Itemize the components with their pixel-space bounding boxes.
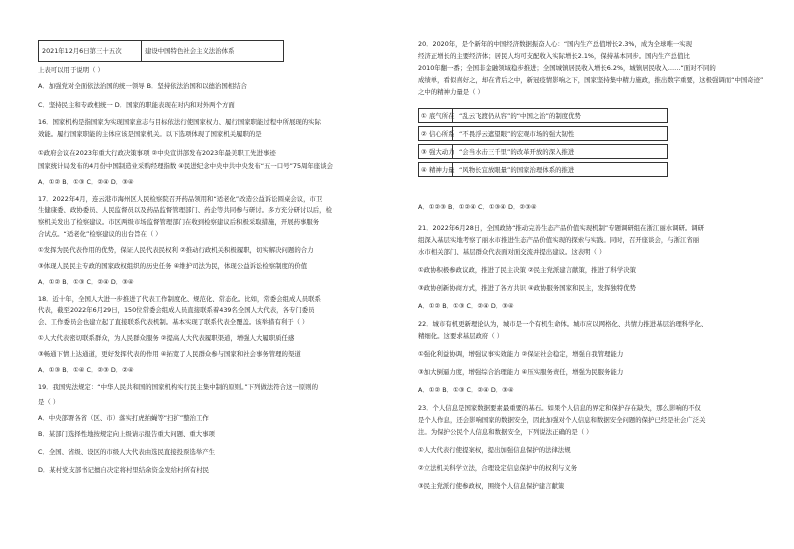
text-line: 察机关发出了检察建议。市区两级市场监督管理部门在收到检察建议后积极采取措施，开展药事服务 xyxy=(38,218,320,226)
text-line: 代表，截至2022年6月29日，150位常委会组成人员直接联系着439名全国人大代表，各专门委员 xyxy=(38,306,315,314)
text-line: D．某村党支部书记擅自决定将村里结余资金发给村所有村民 xyxy=(38,466,210,474)
text-line: 水市相关部门、基层群众代表面对面交流并提出建议。这表明（ ） xyxy=(418,248,606,256)
text-line: 生健康委、政协委员、人民监督员以及药品监督管理部门、药企等共同参与研讨。多方充分研讨以后，检 xyxy=(38,206,332,214)
text-line: 是（ ） xyxy=(38,398,60,406)
text-line: A．①② B．①③ C．②④ D．③④ xyxy=(418,302,514,310)
text-line: ③加大倒逼力度，增强综合治理能力 ④压实服务责任，增强为民服务能力 xyxy=(418,368,624,376)
text-line: 注。为保护公民个人信息和数据安全，下列说法正确的是（ ） xyxy=(418,428,593,436)
text-line: ①政协积极参政议政，推进了民主决策 ②民主党派建言献策，推进了科学决策 xyxy=(418,266,636,274)
text-line: 16．国家机构是指国家为实现国家意志与目标依法行使国家权力、履行国家职能过程中所展现的实际 xyxy=(38,118,321,126)
text-line: 合试点。“适老化”检察建议的出台旨在（ ） xyxy=(38,230,162,238)
text-line: ①政府会议在2023年重大行政决策事项 ②中央宣讲部发布2023年最美职工先进事迹 xyxy=(38,149,276,157)
text-line: A．①② B．①③ C．②④ D．③④ xyxy=(38,278,134,286)
table-cell-label: 底气所在 xyxy=(429,112,455,120)
table-row xyxy=(418,126,668,141)
table-cell-topic: 建设中国特色社会主义法治体系 xyxy=(145,47,235,55)
text-line: 21．2022年6月28日，全国政协“推动完善生态产品价值实现机制”专题调研组在浙江丽水调研。调研 xyxy=(418,224,705,232)
table-cell-key: ① xyxy=(421,112,427,120)
table-cell-key: ④ xyxy=(421,166,427,174)
text-line: 成绩单，看似喜好之，却在背后之中，新冠疫情影响之下，国家坚持集中精力施政，推出数字重要，这极强调而“中国奇迹” xyxy=(418,76,764,84)
text-line: A．①③ B．①④ C．②③ D．②④ xyxy=(38,366,134,374)
table-row xyxy=(418,144,668,159)
text-line: 上表可以用于说明（ ） xyxy=(38,66,104,74)
table-cell-label: 强大动力 xyxy=(429,148,455,156)
table-cell-key: ③ xyxy=(421,148,427,156)
text-line: B．某部门选择性地按规定向上级请示报告重大问题、重大事项 xyxy=(38,430,215,438)
text-line: A．①② B．①③ C．②④ D．③④ xyxy=(418,386,514,394)
table-cell-key: ② xyxy=(421,130,427,138)
text-line: C．坚持民主和专政相统一 D．国家的职能表现在对内和对外两个方面 xyxy=(38,101,235,109)
text-line: 组深入基层实地考察了丽水市推进生态产品价值实现的探索与实践。同时，召开座谈会，与浙江省丽 xyxy=(418,236,700,244)
text-line: ③畅通下情上达通道，更好发挥代表的作用 ④拓宽了人民群众参与国家和社会事务管理的渠道 xyxy=(38,350,301,358)
text-line: 20．2020年，是个新年的中国经济数据振奋人心：“国内生产总值增长2.3%，成为全球唯一实现 xyxy=(418,40,693,48)
text-line: 国家统计局发布的4月份中国制造业采购经理指数 ④民进纪念中央中共中央发布“五一口号”75周年座谈会 xyxy=(38,162,333,170)
text-line: 19．我国宪法规定：“中华人民共和国的国家机构实行民主集中制的原则。”下列做法符合这一原则的 xyxy=(38,383,318,391)
text-line: 经济正增长的主要经济体；居民人均可支配收入实际增长2.1%，保持基本同步。国内生产总值比 xyxy=(418,52,690,60)
info-table xyxy=(38,40,284,62)
text-line: A．加强党对全面依法治国的统一领导 B．坚持依法治国和以德治国相结合 xyxy=(38,82,247,90)
text-line: 精细化。这要求基层政府（ ） xyxy=(418,332,504,340)
text-line: 会、工作委员会也建立起了直接联系代表机制。基本实现了联系代表全覆盖。该举措有利于（ ） xyxy=(38,318,309,326)
table-cell-label: 精神力量 xyxy=(429,166,455,174)
text-line: ①发挥为民代表作用的优势，保证人民代表民权利 ②推动行政机关积极履职，切实解决问题的合力 xyxy=(38,246,314,254)
text-line: ②立法机关科学立法，合理设定信息保护中的权利与义务 xyxy=(418,464,578,472)
table-cell-label: 信心所系 xyxy=(429,130,455,138)
table-row xyxy=(418,162,668,177)
text-line: ③民主党派行使参政权，围绕个人信息保护建言献策 xyxy=(418,482,565,490)
table-cell-text: “不畏浮云遮望眼”的宏观市场的强大韧性 xyxy=(459,130,575,138)
text-line: ③政协创新协商方式，推进了各方共识 ④政协服务国家和民主，发挥独特优势 xyxy=(418,284,636,292)
text-line: ①人大代表密切联系群众，为人民群众服务 ②提高人大代表履职渠道，增强人大履职质任感 xyxy=(38,334,295,342)
text-line: A．①② B．①③ C．②④ D．③④ xyxy=(38,178,134,186)
text-line: 2010年翻一番；全国非金融领域稳步推进；全国城镇居民收入增长6.2%，城镇居民收入……“面对不同的 xyxy=(418,64,716,72)
text-line: 是个人作息，还会影响国家的数据安全，因此加强对个人信息和数据安全问题的保护已经是社会广泛关 xyxy=(418,416,706,424)
table-cell-text: “乱云飞渡仍从容”的“中国之治”的制度优势 xyxy=(459,112,581,120)
text-line: ③体现人民民主专政的国家政权组织的历史任务 ④维护司法为民，体现公益诉讼检察制度的价值 xyxy=(38,262,308,270)
text-line: ①强化利益协调，增强议事实效能力 ②保证社会稳定，增强自我管理能力 xyxy=(418,350,624,358)
text-line: 效能。履行国家职能的主体应该是国家机关。以下选项体现了国家机关履职的是 xyxy=(38,130,262,138)
answer-choices: A．①②③ B．①②④ C．①③④ D．②③④ xyxy=(418,203,537,211)
table-cell-date: 2021年12月6日第三十五次 xyxy=(42,47,122,55)
table-row xyxy=(418,108,668,123)
table-cell-text: “会当水击三千里”的改革开放的深入推进 xyxy=(459,148,575,156)
table-cell-text: “风物长宜放眼量”的国家治理体系的推进 xyxy=(459,166,575,174)
text-line: A．中央部署各省（区、市）落实打虎拍蝇等“扫扩”整治工作 xyxy=(38,414,209,422)
text-line: 18．近十年，全国人大进一步推进了代表工作制度化、规范化、常态化。比如，常委会组成人员联系 xyxy=(38,295,321,303)
text-line: ①人大代表行使提案权，提出加强信息保护的法律法规 xyxy=(418,446,571,454)
text-line: 17．2022年4月，连云港市海州区人民检察院召开药品领用和“适老化”改造公益诉讼圆桌会议，市卫 xyxy=(38,195,323,203)
text-line: 之中的精神力量是（ ） xyxy=(418,88,484,96)
text-line: 22．城市有机更新理论认为，城市是一个有机生命体。城市应以网格化、共情力推进基层治理科学化、 xyxy=(418,320,708,328)
text-line: C．全国、省级、设区的市级人大代表由选民直接投票选举产生 xyxy=(38,448,216,456)
text-line: 23．个人信息是国家数据要素最重要的基石。如果个人信息的界定和保护存在缺失，那么影响的不仅 xyxy=(418,404,701,412)
